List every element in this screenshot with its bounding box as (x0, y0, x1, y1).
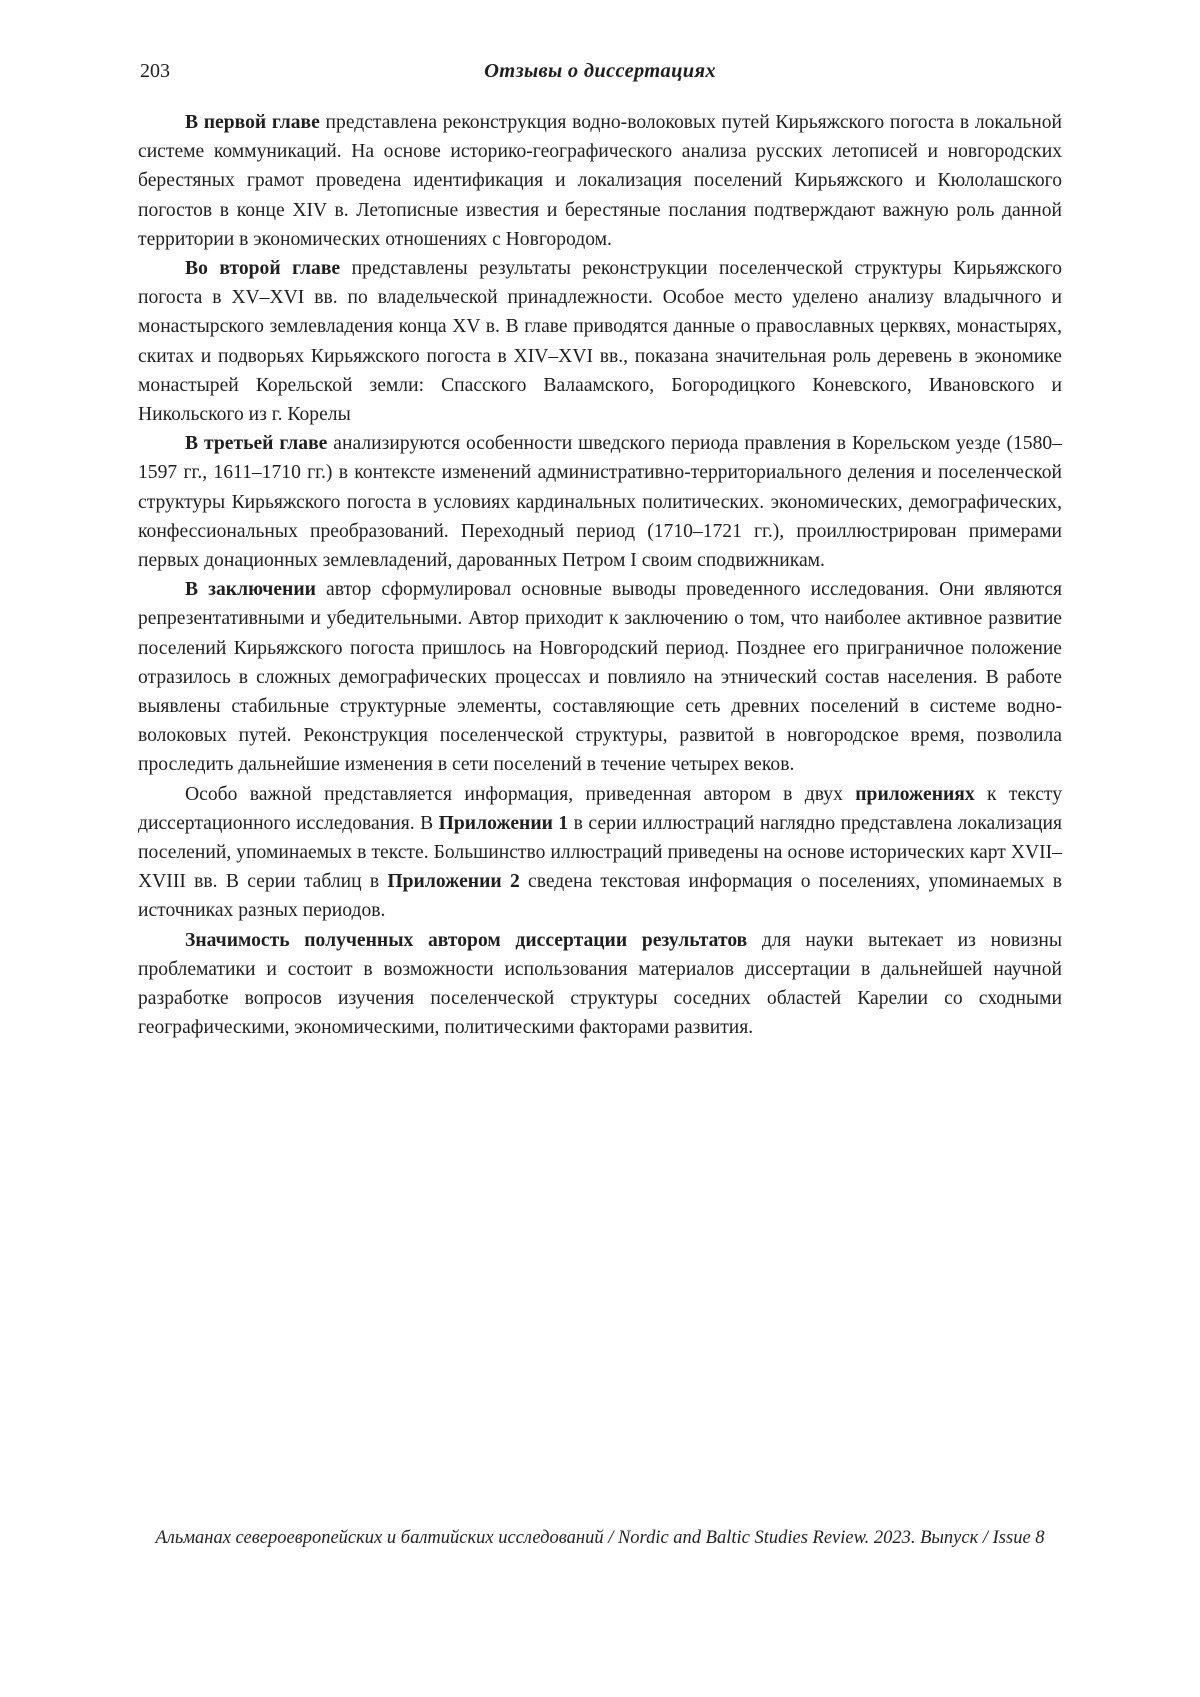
paragraph-text-bold: Значимость полученных автором диссертации результатов (185, 929, 748, 951)
page-header (138, 60, 1062, 94)
paragraph (138, 254, 1062, 429)
paragraph-text: анализируются особенности шведского периода правления в Корельском уезде (1580–1597 гг., 1611–1710 гг.) в контексте изменений административно-территориального деления и поселенческой структуры Кирьяжского погоста в условиях кардинальных политических. экономических, демографических, конфессиональных преобразований. Переходный период (1710–1721 гг.), проиллюстрирован примерами первых донационных землевладений, дарованных Петром I своим сподвижникам. (138, 433, 1062, 572)
paragraph-text: автор сформулировал основные выводы проведенного исследования. Они являются репрезентативными и убедительными. Автор приходит к заключению о том, что наиболее активное развитие поселений Кирьяжского погоста пришлось на Новгородский период. Позднее его приграничное положение отразилось в сложных демографических процессах и повлияло на этнический состав населения. В работе выявлены стабильные структурные элементы, составляющие сеть древних поселений в системе водно-волоковых путей. Реконструкция поселенческой структуры, развитой в новгородское время, позволила проследить дальнейшие изменения в сети поселений в течение четырех веков. (138, 579, 1062, 776)
running-title: Отзывы о диссертациях (484, 60, 716, 82)
paragraph-text-bold: В первой главе (185, 112, 320, 133)
paragraph-text: для науки вытекает из новизны проблематики и состоит в возможности использования материалов диссертации в дальнейшей научной разработке вопросов изучения поселенческой структуры соседних областей Карелии со сходными географическими, экономическими, политическими факторами развития. (138, 929, 1063, 1039)
paragraph-text-bold: В заключении (185, 579, 316, 601)
paragraph-text: представлены результаты реконструкции поселенческой структуры Кирьяжского погоста в XV–XVI вв. по владельческой принадлежности. Особое место уделено анализу владычного и монастырского землевладения конца XV в. В главе приводятся данные о православных церквях, монастырях, скитах и подворьях Кирьяжского погоста в XIV–XVI вв., показана значительная роль деревень в экономике монастырей Корельской земли: Спасского Валаамского, Богородицкого Коневского, Ивановского и Никольского из г. Корелы (138, 258, 1062, 426)
paragraph (138, 780, 1062, 926)
paragraph-text: Особо важной представляется информация, приведенная автором в двух (185, 783, 856, 805)
paragraph-text: к тексту диссертационного исследования. В (138, 783, 1063, 834)
paragraph-text-bold: Приложении 1 (438, 812, 569, 834)
paragraph-text: в серии иллюстраций наглядно представлена локализация поселений, упоминаемых в тексте. Большинство иллюстраций приведены на основе исторических карт XVII–XVIII вв. В серии таблиц в (138, 812, 1062, 893)
paragraph-text-bold: Приложении 2 (387, 871, 520, 893)
journal-footer: Альманах североевропейских и балтийских исследований / Nordic and Baltic Studies Review. 2023. Выпуск / Issue 8 (155, 1528, 1045, 1548)
paragraph (138, 575, 1062, 779)
paragraph-text-bold: Во второй главе (185, 258, 341, 280)
paragraph-text-bold: В третьей главе (185, 433, 328, 455)
paragraph-text: представлена реконструкция водно-волоковых путей Кирьяжского погоста в локальной системе коммуникаций. На основе историко-географического анализа русских летописей и новгородских берестяных грамот проведена идентификация и локализация поселений Кирьяжского и Кюлолашского погостов в конце XIV в. Летописные известия и берестяные послания подтверждают важную роль данной территории в экономических отношениях с Новгородом. (138, 112, 1062, 250)
paragraph-text: сведена текстовая информация о поселениях, упоминаемых в источниках разных периодов. (138, 871, 1062, 922)
paragraph-text-bold: приложениях (855, 783, 975, 805)
paragraph (138, 926, 1062, 1043)
document-body (138, 108, 1062, 1043)
paragraph (138, 429, 1062, 575)
paragraph (138, 108, 1062, 254)
page-number: 203 (140, 60, 170, 82)
